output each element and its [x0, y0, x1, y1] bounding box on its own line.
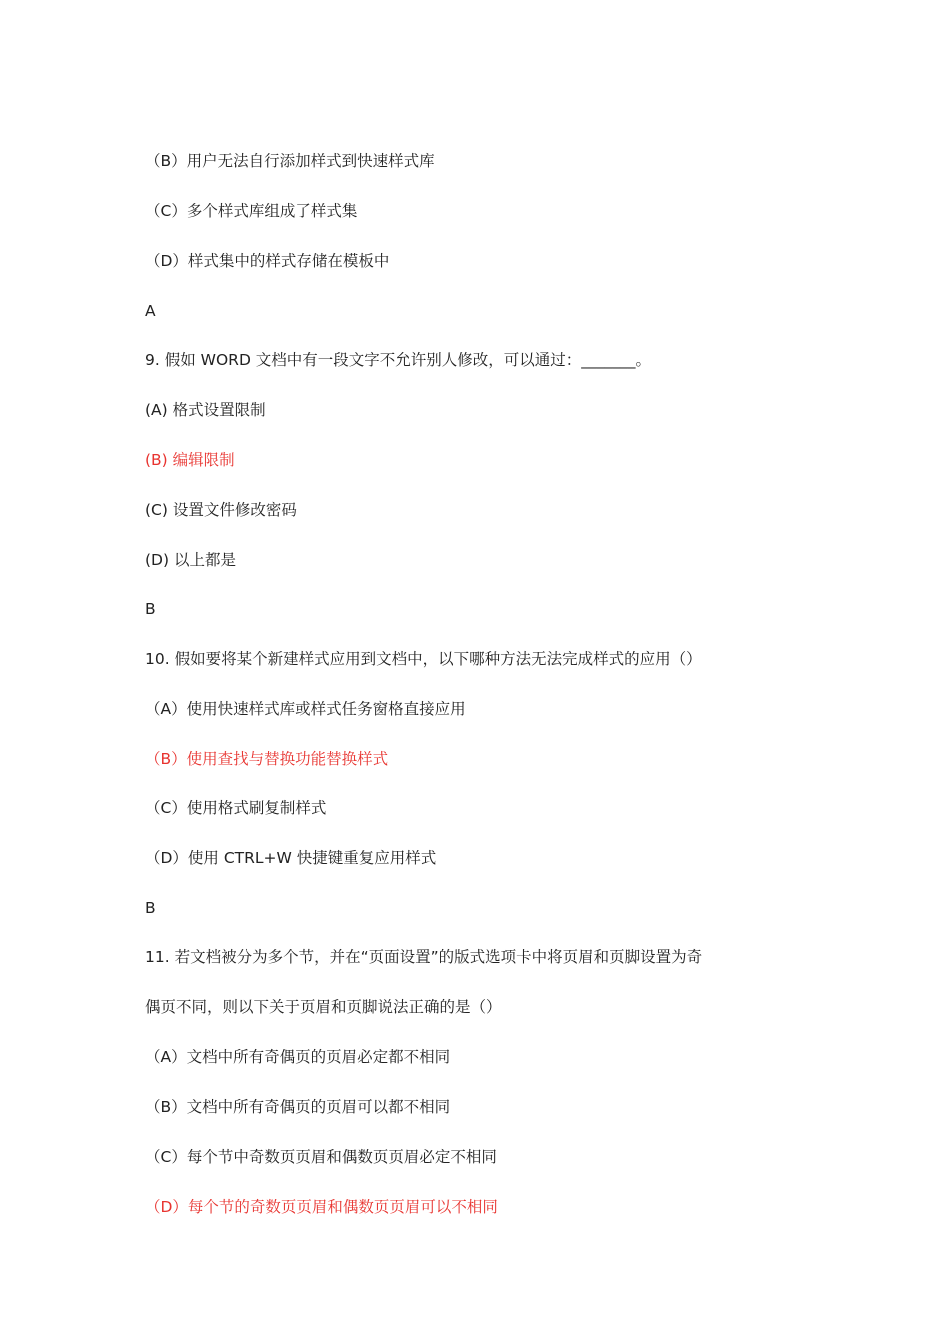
- answer-line: B: [145, 899, 156, 917]
- question-line: 11. 若文档被分为多个节，并在“页面设置”的版式选项卡中将页眉和页脚设置为奇: [145, 948, 703, 966]
- correct-option-line: （D）每个节的奇数页页眉和偶数页页眉可以不相同: [145, 1198, 498, 1216]
- correct-option-line: （B）使用查找与替换功能替换样式: [145, 750, 389, 768]
- answer-line: B: [145, 600, 156, 618]
- question-line-continued: 偶页不同，则以下关于页眉和页脚说法正确的是（）: [145, 998, 502, 1016]
- option-line: （A）使用快速样式库或样式任务窗格直接应用: [145, 700, 466, 718]
- option-line: （C）多个样式库组成了样式集: [145, 202, 358, 220]
- option-line: (A) 格式设置限制: [145, 401, 266, 419]
- option-line: （D）样式集中的样式存储在模板中: [145, 252, 390, 270]
- option-line: (C) 设置文件修改密码: [145, 501, 297, 519]
- option-line: （A）文档中所有奇偶页的页眉必定都不相同: [145, 1048, 451, 1066]
- option-line: （C）使用格式刷复制样式: [145, 799, 327, 817]
- option-line: （B）文档中所有奇偶页的页眉可以都不相同: [145, 1098, 451, 1116]
- option-line: （D）使用 CTRL+W 快捷键重复应用样式: [145, 849, 437, 867]
- option-line: (D) 以上都是: [145, 551, 236, 569]
- correct-option-line: (B) 编辑限制: [145, 451, 235, 469]
- answer-line: A: [145, 302, 156, 320]
- option-line: （B）用户无法自行添加样式到快速样式库: [145, 152, 435, 170]
- option-line: （C）每个节中奇数页页眉和偶数页页眉必定不相同: [145, 1148, 497, 1166]
- question-line: 9. 假如 WORD 文档中有一段文字不允许别人修改，可以通过：_______。: [145, 351, 652, 369]
- question-line: 10. 假如要将某个新建样式应用到文档中，以下哪种方法无法完成样式的应用（）: [145, 650, 702, 668]
